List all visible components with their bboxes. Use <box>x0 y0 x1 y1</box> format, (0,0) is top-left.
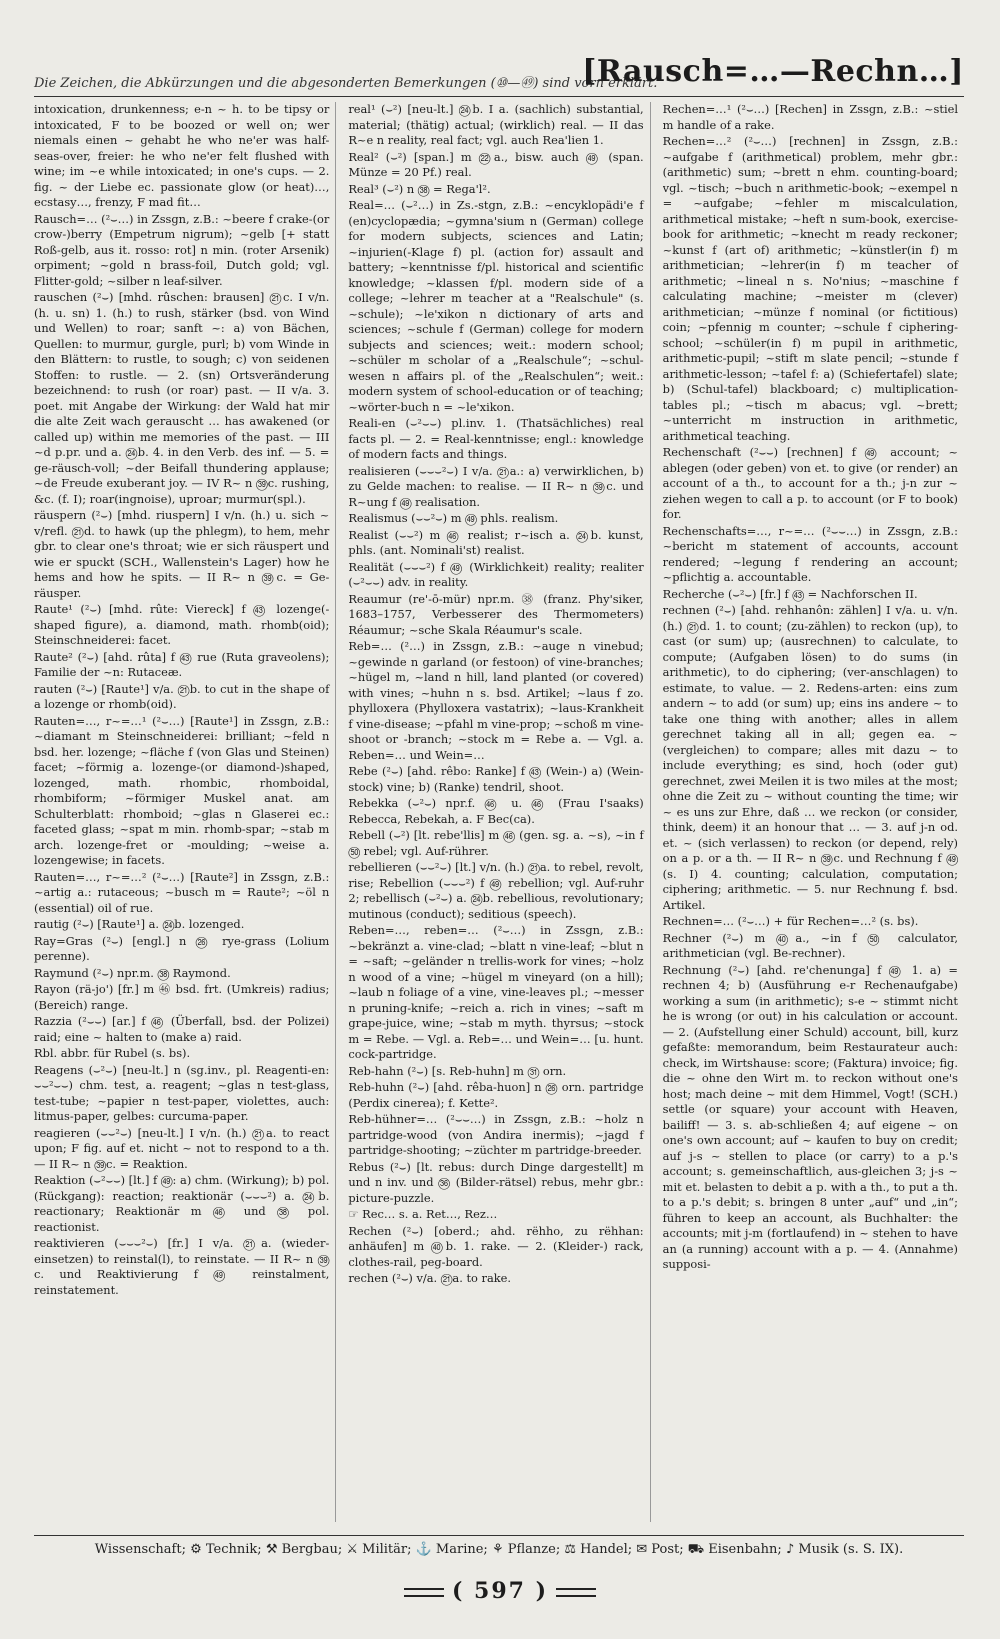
dictionary-entry: Raymund (²⌣) npr.m. ㊳ Raymond. <box>34 965 231 980</box>
dictionary-entry: Raute¹ (²⌣) [mhd. rûte: Viereck] f ㊸ lozenge(-shaped figure), a. diamond, math. rhomb(oid); Steinschneiderei: facet. <box>34 602 330 647</box>
dictionary-entry: intoxication, drunkenness; e-n ~ h. to be tipsy or intoxicated, F to be boozed or well on; wer niemals einen ~ gehabt he who ne'er was half-seas-over, freier: he who ne'er felt flushed with wine; im ~e while intoxicated; in one's cups. — 2. fig. ~ der Liebe ec. passionate glow (or heat)…, ecstasy…, frenzy, F mad fit… <box>34 102 330 209</box>
dictionary-entry: Recherche (⌣²⌣) [fr.] f ㊸ = Nachforschen II. <box>662 586 918 601</box>
dictionary-entry: rautig (²⌣) [Raute¹] a. ㉔b. lozenged. <box>34 917 245 931</box>
dictionary-entry: Rebekka (⌣²⌣) npr.f. ㊻ u. ㊻ (Frau I'saaks) Rebecca, Rebekah, a. F Bec(ca). <box>348 796 644 826</box>
dictionary-entry: Rauten=…, r~=…¹ (²⌣…) [Raute¹] in Zssgn, z.B.: ~diamant m Steinschneiderei: brilliant; ~feld n bsd. her. lozenge; ~fläche f (von Glas und Steinen) facet; ~förmig a. lozenge-(or diamond-)shaped, lozenged, math. rhombic, rhomboidal, rhombiform; ~förmiger Muskel anat. am Schulterblatt: rhomboid; ~glas n Glaserei ec.: faceted glass; ~spat m min. rhomb-spar; ~stab m arch. lozenge-fret or -moulding; ~weise a. lozengewise; in facets. <box>34 713 330 867</box>
dictionary-entry: Rechen=…¹ (²⌣…) [Rechen] in Zssgn, z.B.: ~stiel m handle of a rake. <box>662 102 958 132</box>
dictionary-entry: rechnen (²⌣) [ahd. rehhanôn: zählen] I v/a. u. v/n. (h.) ㉑d. 1. to count; (zu-zählen) to reckon (up), to cast (or sum) up; (ausrechnen) to calculate, to compute; (Aufgaben lösen) to do sums (in arithmetic), to do ciphering; (ver-anschlagen) to estimate, to value. — 2. Redens-arten: eins zum andern ~ to add (or sum) up; eins ins andere ~ to take one thing with another; alles in allem gerechnet taking all in all; gegen ea. ~ (vergleichen) to compare; alles mit dazu ~ to include everything; es sind, hoch (oder gut) gerechnet, zwei Meilen it is two miles at the most; ohne die Zeit zu ~ without counting the time; wir ~ es uns zur Ehre, daß … we reckon (or consider, think, deem) it an honour that … — 3. auf j-n od. et. ~ (sich verlassen) to reckon (or depend, rely) on a p. or a th. — II R~ n ㊴c. und Rechnung f ㊾ (s. I) 4. counting; calculation, computation; ciphering; arithmetic. — 5. nur Rechnung f. bsd. Artikel. <box>662 603 958 912</box>
page-number <box>0 1578 1000 1604</box>
dictionary-entry: rauten (²⌣) [Raute¹] v/a. ㉑b. to cut in the shape of a lozenge or rhomb(oid). <box>34 681 330 711</box>
dictionary-entry: Rechnen=… (²⌣…) + für Rechen=…² (s. bs). <box>662 914 919 928</box>
dictionary-entry: Real=… (⌣²…) in Zs.-stgn, z.B.: ~encyklopädi'e f (en)cyclopædia; ~gymna'sium n (German) college for modern subjects, sciences and Latin; ~injurien(-Klage f) pl. (action for) assault and battery; ~kenntnisse f/pl. historical and scientific knowledge; ~klassen f/pl. modern side of a college; ~lehrer m teacher at a "Realschule" (s. ~schule); ~le'xikon n dictionary of arts and sciences; ~schule f (German) college for modern subjects and sciences; weit.: modern school; ~schüler m scholar of a „Realschule“; ~schul-wesen n affairs pl. of the „Realschulen“; weit.: modern system of school-education or of teaching; ~wörter-buch n = ~le'xikon. <box>348 198 644 414</box>
dictionary-entry: Reaumur (re'-ō-mür) npr.m. ㊳ (franz. Phy'siker, 1683–1757, Verbesserer des Thermometers) Réaumur; ~sche Skala Réaumur's scale. <box>348 591 644 637</box>
text-columns <box>34 102 964 1522</box>
symbol-legend: Wissenschaft; ⚙ Technik; ⚒ Bergbau; ⚔ Militär; ⚓ Marine; ⚘ Pflanze; ⚖ Handel; ✉ Post; ⛟ Eisenbahn; ♪ Musik (s. S. IX). <box>34 1535 964 1559</box>
dictionary-entry: reaktivieren (⌣⌣⌣²⌣) [fr.] I v/a. ㉑a. (wieder-einsetzen) to reinstal(l), to reinstate. — II R~ n ㊴c. und Reaktivierung f ㊾ reinstalment, reinstatement. <box>34 1236 330 1297</box>
dictionary-entry: Real³ (⌣²) n ㊳ = Rega'l². <box>348 181 491 196</box>
dictionary-entry: Rechenschafts=…, r~=… (²⌣⌣…) in Zssgn, z.B.: ~bericht m statement of accounts, account rendered; ~legung f rendering an account; ~pflichtig a. accountable. <box>662 523 958 584</box>
dictionary-entry: ☞ Rec… s. a. Ret…, Rez… <box>348 1207 498 1221</box>
dictionary-entry: Realismus (⌣⌣²⌣) m ㊾ phls. realism. <box>348 511 559 525</box>
page-number-text: ( 597 ) <box>451 1578 549 1604</box>
dictionary-entry: Rebe (²⌣) [ahd. rêbo: Ranke] f ㊸ (Wein-) a) (Wein-stock) vine; b) (Ranke) tendril, shoot. <box>348 764 644 794</box>
header-keyword: [Rausch=…—Rechn…] <box>582 54 964 89</box>
dictionary-entry: Ray=Gras (²⌣) [engl.] n ㉖ rye-grass (Lolium perenne). <box>34 933 330 963</box>
dictionary-entry: Rbl. abbr. für Rubel (s. bs). <box>34 1046 191 1060</box>
dictionary-entry: Rausch=… (²⌣…) in Zssgn, z.B.: ~beere f crake-(or crow-)berry (Empetrum nigrum); ~gelb [+ statt Roß-gelb, aus it. rosso: rot] n min. (roter Arsenik) orpiment; ~gold n brass-foil, Dutch gold; vgl. Flitter-gold; ~silber n leaf-silver. <box>34 211 330 288</box>
dictionary-entry: Rechen (²⌣) [oberd.; ahd. rëhho, zu rëhhan: anhäufen] m ㊵b. 1. rake. — 2. (Kleider-) rack, clothes-rail, peg-board. <box>348 1223 644 1269</box>
dictionary-entry: Reali-en (⌣²⌣⌣) pl.inv. 1. (Thatsächliches) real facts pl. — 2. = Real-kenntnisse; engl.: knowledge of modern facts and things. <box>348 416 644 461</box>
page-header <box>34 48 964 97</box>
dictionary-entry: Reb=… (²…) in Zssgn, z.B.: ~auge n vinebud; ~gewinde n garland (or festoon) of vine-branches; ~hügel m, ~land n hill, land planted (or covered) with vines; ~huhn n s. bsd. Artikel; ~laus f zo. phylloxera (Phylloxera vastatrix); ~laus-Krankheit f vine-disease; ~pfahl m vine-prop; ~schoß m vine-shoot or -branch; ~stock m = Rebe a. — Vgl. a. Reben=… und Wein=… <box>348 639 644 762</box>
dictionary-entry: Real² (⌣²) [span.] m ㉒a., bisw. auch ㊾ (span. Münze = 20 Pf.) real. <box>348 149 644 179</box>
dictionary-entry: reagieren (⌣⌣²⌣) [neu-lt.] I v/n. (h.) ㉑a. to react upon; F fig. auf et. nicht ~ not to respond to a th. — II R~ n ㊴c. = Reaktion. <box>34 1125 330 1171</box>
dictionary-entry: real¹ (⌣²) [neu-lt.] ㉔b. I a. (sachlich) substantial, material; (thätig) actual; (wirklich) real. — II das R~e n reality, real fact; vgl. auch Rea'lien 1. <box>348 102 644 147</box>
dictionary-entry: Rebell (⌣²) [lt. rebe'llis] m ㊻ (gen. sg. a. ~s), ~in f ㊿ rebel; vgl. Auf-rührer. <box>348 828 644 858</box>
column-right <box>663 102 964 1522</box>
dictionary-entry: räuspern (²⌣) [mhd. riuspern] I v/n. (h.) u. sich ~ v/refl. ㉑d. to hawk (up the phlegm), to hem, mehr gbr. to clear one's throat; wie er sich räuspert und wie er spuckt (SCH., Wallenstein's Lager) how he hems and how he spits. — II R~ n ㊴c. = Ge-räusper. <box>34 508 330 600</box>
dictionary-entry: Realität (⌣⌣⌣²) f ㊾ (Wirklichkeit) reality; realiter (⌣²⌣⌣) adv. in reality. <box>348 559 644 589</box>
column-middle <box>348 102 650 1522</box>
dictionary-entry: Rechner (²⌣) m ㊵a., ~in f ㊿ calculator, arithmetician (vgl. Be-rechner). <box>662 930 958 960</box>
dictionary-entry: Reaktion (⌣²⌣⌣) [lt.] f ㊾: a) chm. (Wirkung); b) pol. (Rückgang): reaction; reaktionär (⌣⌣⌣²) a. ㉔b. reactionary; Reaktionär m ㊻ und ㊳ pol. reactionist. <box>34 1173 330 1234</box>
right-rule <box>556 1588 596 1597</box>
left-rule <box>404 1588 444 1597</box>
header-note: Die Zeichen, die Abkürzungen und die abgesonderten Bemerkungen (⑩—㊾) sind vorn erklärt. <box>34 76 658 91</box>
dictionary-entry: Rebus (²⌣) [lt. rebus: durch Dinge dargestellt] m und n inv. und ㊱ (Bilder-rätsel) rebus, mehr gbr.: picture-puzzle. <box>348 1159 644 1205</box>
dictionary-entry: Rechen=…² (²⌣…) [rechnen] in Zssgn, z.B.: ~aufgabe f (arithmetical) problem, mehr gbr.: (arithmetic) sum; ~brett n ehm. counting-board; vgl. ~tisch; ~buch n arithmetic-book; ~exempel n = ~aufgabe; ~fehler m miscalculation, arithmetical mistake; ~heft n sum-book, exercise-book for arithmetic; ~knecht m ready reckoner; ~kunst f (art of) arithmetic; ~künstler(in f) m arithmetician; ~lehrer(in f) m teacher of arithmetic; ~lineal n s. No'nius; ~maschine f calculating machine; ~meister m (clever) arithmetician; ~münze f nominal (or fictitious) coin; ~pfennig m counter; ~schule f ciphering-school; ~schüler(in f) m pupil in arithmetic, arithmetic-pupil; ~stift m slate pencil; ~stunde f arithmetic-lesson; ~tafel f: a) (Schiefertafel) slate; b) (Schul-tafel) blackboard; c) multiplication-tables pl.; ~tisch m abacus; vgl. ~brett; ~unterricht m instruction in arithmetic, arithmetical teaching. <box>662 134 958 443</box>
dictionary-entry: Realist (⌣⌣²) m ㊻ realist; r~isch a. ㉔b. kunst, phls. (ant. Nominali'st) realist. <box>348 527 644 557</box>
dictionary-entry: Rechenschaft (²⌣⌣) [rechnen] f ㊾ account; ~ ablegen (oder geben) von et. to give (or render) an account of a th., to account for a th.; j-n zur ~ ziehen wegen to call a p. to account (or F to book) for. <box>662 445 958 521</box>
dictionary-entry: Reb-hahn (²⌣) [s. Reb-huhn] m ㉛ orn. <box>348 1063 567 1078</box>
dictionary-entry: Raute² (²⌣) [ahd. rûta] f ㊸ rue (Ruta graveolens); Familie der ~n: Rutaceæ. <box>34 649 330 679</box>
dictionary-entry: realisieren (⌣⌣⌣²⌣) I v/a. ㉑a.: a) verwirklichen, b) zu Gelde machen: to realise. — II R~ n ㊴c. und R~ung f ㊾ realisation. <box>348 463 644 509</box>
dictionary-entry: Razzia (²⌣⌣) [ar.] f ㊻ (Überfall, bsd. der Polizei) raid; eine ~ halten to (make a) raid. <box>34 1014 330 1044</box>
dictionary-entry: Rechnung (²⌣) [ahd. re'chenunga] f ㊾ 1. a) = rechnen 4; b) (Ausführung e-r Rechenaufgabe) working a sum (in arithmetic); s-e ~ stimmt nicht he is wrong (or out) in his calculation or account. — 2. (Aufstellung einer Schuld) account, bill, kurz gefaßte: memorandum, beim Restaurateur auch: check, im Wirtshause: score; (Faktura) invoice; fig. die ~ ohne den Wirt m. to reckon without one's host; mach deine ~ mit dem Himmel, Vogt! (SCH.) settle (or square) your account with Heaven, bailiff! — 3. s. ab-schließen 4; auf eigene ~ on one's own account; auf ~ kaufen to buy on credit; auf j-s ~ stellen to place (or carry) to a p.'s account; s. gemeinschaftlich, aus-gleichen 3; j-s ~ mit et. belasten to debit a p. with a th., to put a th. to a p.'s debit; s. bringen 8 unter „auf“ und „in“; führen to keep an account, als Buchhalter: the accounts; mit j-m (fortlaufend) in ~ stehen to have an (a running) account with a p. — 4. (Annahme) supposi- <box>662 962 958 1271</box>
dictionary-entry: Reb-huhn (²⌣) [ahd. rêba-huon] n ㉖ orn. partridge (Perdix cinerea); f. Kette². <box>348 1080 644 1110</box>
dictionary-entry: rebellieren (⌣⌣²⌣) [lt.] v/n. (h.) ㉑a. to rebel, revolt, rise; Rebellion (⌣⌣⌣²) f ㊾ rebellion; vgl. Auf-ruhr 2; rebellisch (⌣²⌣) a. ㉔b. rebellious, revolutionary; mutinous (conduct); seditious (speech). <box>348 860 644 921</box>
dictionary-entry: Reben=…, reben=… (²⌣…) in Zssgn, z.B.: ~bekränzt a. vine-clad; ~blatt n vine-leaf; ~blut n = ~saft; ~geländer n trellis-work for vines; ~holz n wood of a vine; ~hügel m vineyard (on a hill); ~laub n foliage of a vine, vine-leaves pl.; ~messer n pruning-knife; ~reich a. rich in vines; ~saft m grape-juice, wine; ~stab m myth. thyrsus; ~stock m = Rebe. — Vgl. a. Reb=… und Wein=… [u. hunt. cock-partridge. <box>348 923 644 1061</box>
dictionary-entry: rauschen (²⌣) [mhd. rûschen: brausen] ㉑c. I v/n. (h. u. sn) 1. (h.) to rush, stärker (bsd. von Wind und Wellen) to roar; sanft ~: a) von Bächen, Quellen: to murmur, gurgle, purl; b) vom Winde in den Blättern: to rustle, to sough; c) von seidenen Stoffen: to rustle. — 2. (sn) Ortsveränderung bezeichnend: to rush (or roar) past. — II v/a. 3. poet. mit Angabe der Wirkung: der Wald hat mir die alte Zeit wach gerauscht … has awakened (or called up) within me memories of the past. — III ~d p.pr. und a. ㉔b. 4. in den Verb. des inf. — 5. = ge-räusch-voll; ~der Beifall thundering applause; ~de Freude exuberant joy. — IV R~ n ㊴c. rushing, &c. (f. I); roar(ingnoise), uproar; murmur(spl.). <box>34 290 330 506</box>
column-left <box>34 102 336 1522</box>
dictionary-entry: rechen (²⌣) v/a. ㉑a. to rake. <box>348 1271 512 1285</box>
dictionary-entry: Reagens (⌣²⌣) [neu-lt.] n (sg.inv., pl. Reagenti-en: ⌣⌣²⌣⌣) chm. test, a. reagent; ~glas n test-glass, test-tube; ~papier n test-paper, violettes, auch: litmus-paper, gelbes: curcuma-paper. <box>34 1062 330 1123</box>
dictionary-entry: Rauten=…, r~=…² (²⌣…) [Raute²] in Zssgn, z.B.: ~artig a.: rutaceous; ~busch m = Raute²; ~öl n (essential) oil of rue. <box>34 869 330 915</box>
dictionary-entry: Reb-hühner=… (²⌣⌣…) in Zssgn, z.B.: ~holz n partridge-wood (von Andira inermis); ~jagd f partridge-shooting; ~züchter m partridge-breeder. <box>348 1112 644 1157</box>
dictionary-entry: Rayon (rä-jo') [fr.] m ㊻ bsd. frt. (Umkreis) radius; (Bereich) range. <box>34 982 330 1012</box>
